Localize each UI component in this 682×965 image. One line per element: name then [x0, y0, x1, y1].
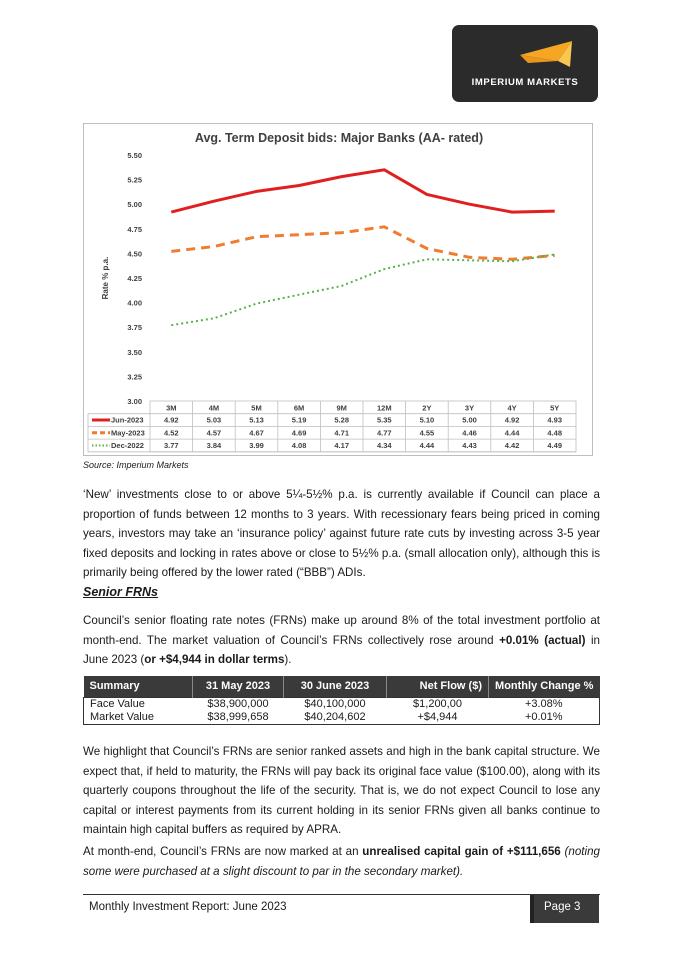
- legend-label: May-2023: [111, 428, 145, 438]
- section-heading-senior-frns: Senior FRNs: [83, 585, 159, 599]
- page-number: Page 3: [544, 901, 581, 913]
- table-cell: +0.01%: [524, 710, 563, 723]
- table-cell: $1,200,00: [413, 697, 462, 710]
- data-label: 4.46: [462, 428, 477, 438]
- chart-source: Source: Imperium Markets: [83, 460, 189, 470]
- footer-report-title: Monthly Investment Report: June 2023: [89, 901, 287, 913]
- data-label: 5.35: [376, 415, 392, 425]
- y-tick-label: 5.00: [127, 200, 142, 210]
- paragraph-capital-gain: [83, 842, 600, 881]
- data-label: 5.10: [419, 415, 435, 425]
- table-cell: $40,204,602: [304, 710, 366, 723]
- data-label: 5.28: [334, 415, 350, 425]
- data-label: 4.42: [504, 441, 520, 451]
- page-number-box: [530, 895, 599, 923]
- p2-bold-actual: +0.01% (actual): [499, 633, 586, 647]
- legend-label: Jun-2023: [111, 415, 144, 425]
- term-deposit-chart: [83, 123, 593, 456]
- data-label: 4.71: [334, 428, 350, 438]
- data-label: 4.52: [163, 428, 179, 438]
- chart-title: Avg. Term Deposit bids: Major Banks (AA- rated): [194, 131, 484, 145]
- y-tick-label: 4.00: [127, 298, 142, 308]
- x-tick-label: 6M: [293, 403, 305, 413]
- data-label: 3.84: [206, 441, 222, 451]
- table-header-row: [84, 676, 600, 697]
- table-header: 31 May 2023: [193, 676, 284, 697]
- x-tick-label: 12M: [377, 403, 392, 413]
- table-cell: +$4,944: [417, 710, 458, 723]
- table-cell: +3.08%: [524, 697, 563, 710]
- table-header: 30 June 2023: [284, 676, 387, 697]
- y-tick-label: 5.50: [127, 151, 142, 160]
- series-line-jun-2023: [171, 170, 554, 212]
- x-tick-label: 2Y: [422, 403, 432, 413]
- p2-text-2: in June 2023 (: [83, 633, 600, 666]
- data-label: 5.19: [291, 415, 307, 425]
- series-line-may-2023: [171, 227, 554, 259]
- footer-divider: [83, 894, 600, 895]
- y-tick-label: 4.50: [127, 249, 142, 259]
- x-tick-label: 3Y: [464, 403, 475, 413]
- logo-text: IMPERIUM MARKETS: [471, 77, 579, 88]
- frn-summary-table: [83, 676, 600, 725]
- data-label: 4.92: [504, 415, 520, 425]
- data-label: 4.67: [249, 428, 264, 438]
- x-tick-label: 3M: [166, 403, 177, 413]
- x-tick-label: 5Y: [550, 403, 560, 413]
- data-label: 4.17: [334, 441, 350, 451]
- data-label: 4.57: [206, 428, 222, 438]
- x-tick-label: 9M: [336, 403, 347, 413]
- y-tick-label: 4.75: [127, 224, 142, 234]
- data-label: 4.48: [547, 428, 563, 438]
- paragraph-frn-structure: We highlight that Council’s FRNs are senior ranked assets and high in the bank capital structure. We expect that, if held to maturity, the FRNs will pay back its original face value ($100.00), along with its quarterly coupons throughout the life of the security. That is, we do not expect Council to lose any capital or interest payments from its current holding in its senior FRNs given all banks continue to maintain high capital buffers as required by APRA.: [83, 745, 600, 836]
- paragraph-new-investments: ‘New’ investments close to or above 5¼-5½% p.a. is currently available if Council can place a proportion of funds between 12 months to 3 years. With recessionary fears being priced in coming years, investors may take an ‘insurance policy’ against future rate cuts by investing across 3-5 year fixed deposits and locking in rates above or close to 5½% p.a. (small allocation only), although this is primarily being offered by the lower rated (“BBB”) ADIs.: [83, 488, 600, 579]
- y-tick-label: 3.75: [127, 323, 142, 333]
- data-label: 4.93: [547, 415, 563, 425]
- y-tick-label: 4.25: [127, 274, 142, 283]
- data-label: 4.92: [163, 415, 179, 425]
- x-tick-label: 4M: [208, 403, 220, 413]
- x-tick-label: 5M: [251, 403, 262, 413]
- data-label: 4.08: [291, 441, 307, 451]
- series-line-dec-2022: [171, 254, 554, 325]
- logo-mark-icon: [514, 37, 576, 75]
- table-cell: $38,900,000: [207, 697, 269, 710]
- y-tick-label: 3.50: [127, 347, 142, 357]
- p4-italic-note: (noting some were purchased at a slight discount to par in the secondary market).: [83, 845, 600, 878]
- data-label: 4.44: [419, 441, 435, 451]
- chart-svg: [84, 124, 594, 457]
- legend-label: Dec-2022: [111, 441, 144, 451]
- table-cell: Market Value: [90, 710, 154, 723]
- data-label: 4.44: [504, 428, 520, 438]
- p4-text-1: At month-end, Council’s FRNs are now marked at an: [83, 845, 363, 858]
- p4-bold-gain: unrealised capital gain of +$111,656: [362, 845, 561, 858]
- y-tick-label: 3.25: [127, 372, 142, 382]
- data-label: 3.99: [249, 441, 264, 451]
- data-label: 4.34: [376, 441, 392, 451]
- table-header: Net Flow ($): [387, 676, 489, 697]
- y-tick-label: 5.25: [127, 175, 142, 185]
- paragraph-frn-valuation: [83, 611, 600, 670]
- table-cell: $40,100,000: [304, 697, 366, 710]
- data-label: 4.69: [291, 428, 307, 438]
- table-header: Monthly Change %: [489, 676, 600, 697]
- data-label: 5.03: [206, 415, 222, 425]
- table-row: [84, 711, 600, 725]
- table-header: Summary: [84, 676, 193, 697]
- p2-text-3: ).: [284, 653, 292, 666]
- p2-bold-dollar: or +$4,944 in dollar terms: [144, 653, 285, 666]
- data-label: 3.77: [163, 441, 179, 451]
- y-tick-label: 3.00: [127, 397, 142, 406]
- data-label: 5.13: [249, 415, 264, 425]
- table-cell: Face Value: [90, 697, 145, 710]
- p2-text-1: Council’s senior floating rate notes (FRNs) make up around 8% of the total investment portfolio at month-end. The market valuation of Council’s FRNs collectively rose around: [83, 614, 600, 647]
- table-row: [84, 697, 600, 711]
- x-tick-label: 4Y: [507, 403, 517, 413]
- data-label: 5.00: [462, 415, 477, 425]
- data-label: 4.77: [376, 428, 392, 438]
- data-label: 4.49: [547, 441, 563, 451]
- y-axis-label: Rate % p.a.: [101, 256, 110, 300]
- data-label: 4.43: [462, 441, 477, 451]
- table-cell: $38,999,658: [207, 710, 269, 723]
- data-label: 4.55: [419, 428, 435, 438]
- imperium-markets-logo: [452, 25, 598, 102]
